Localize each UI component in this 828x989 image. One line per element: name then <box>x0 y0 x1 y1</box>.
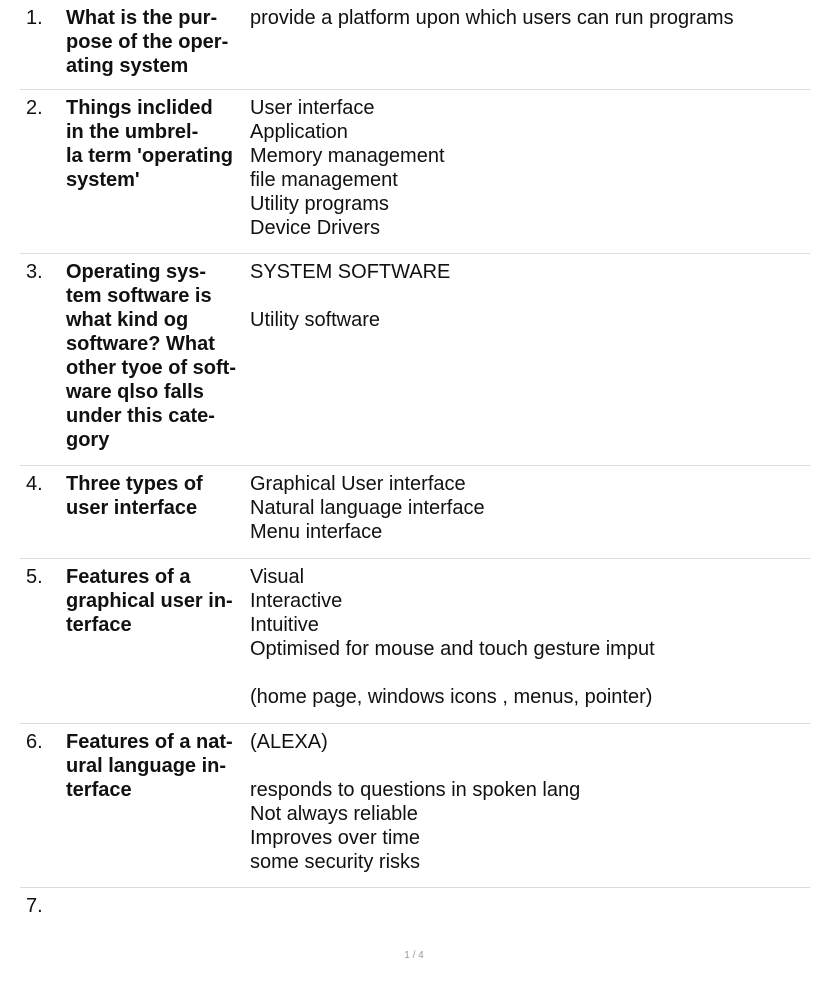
card-definition: (ALEXA) responds to questions in spoken lang Not always reliable Improves over time some security risks <box>250 731 581 873</box>
card-term: Things inclided in the umbrel- la term 'operating system' <box>66 97 234 191</box>
card-number: 3. <box>26 261 43 283</box>
page-indicator: 1 / 4 <box>404 950 424 961</box>
card-number: 4. <box>26 473 43 495</box>
card-number: 2. <box>26 97 43 119</box>
card-number: 1. <box>26 7 43 29</box>
card-definition: Graphical User interface Natural language interface Menu interface <box>250 473 485 543</box>
card-term: Operating sys- tem software is what kind og software? What other tyoe of soft- ware qlso falls under this cate- gory <box>66 261 236 451</box>
card-term: Features of a graphical user in- terface <box>66 566 233 636</box>
card-row-1 <box>20 0 810 90</box>
card-row-2 <box>20 90 810 254</box>
card-row-3 <box>20 254 810 466</box>
card-row-7 <box>20 888 810 938</box>
card-definition: SYSTEM SOFTWARE Utility software <box>250 261 451 331</box>
card-number: 5. <box>26 566 43 588</box>
card-definition: provide a platform upon which users can run programs <box>250 7 734 29</box>
card-number: 6. <box>26 731 43 753</box>
card-number: 7. <box>26 895 43 917</box>
card-row-4 <box>20 466 810 559</box>
card-term: Three types of user interface <box>66 473 203 519</box>
card-term: What is the pur- pose of the oper- ating system <box>66 7 229 77</box>
card-definition: User interface Application Memory management file management Utility programs Device Drivers <box>250 97 445 239</box>
card-definition: Visual Interactive Intuitive Optimised for mouse and touch gesture imput (home page, windows icons , menus, pointer) <box>250 566 655 708</box>
card-row-5 <box>20 559 810 724</box>
card-term: Features of a nat- ural language in- terface <box>66 731 233 801</box>
card-row-6 <box>20 724 810 888</box>
